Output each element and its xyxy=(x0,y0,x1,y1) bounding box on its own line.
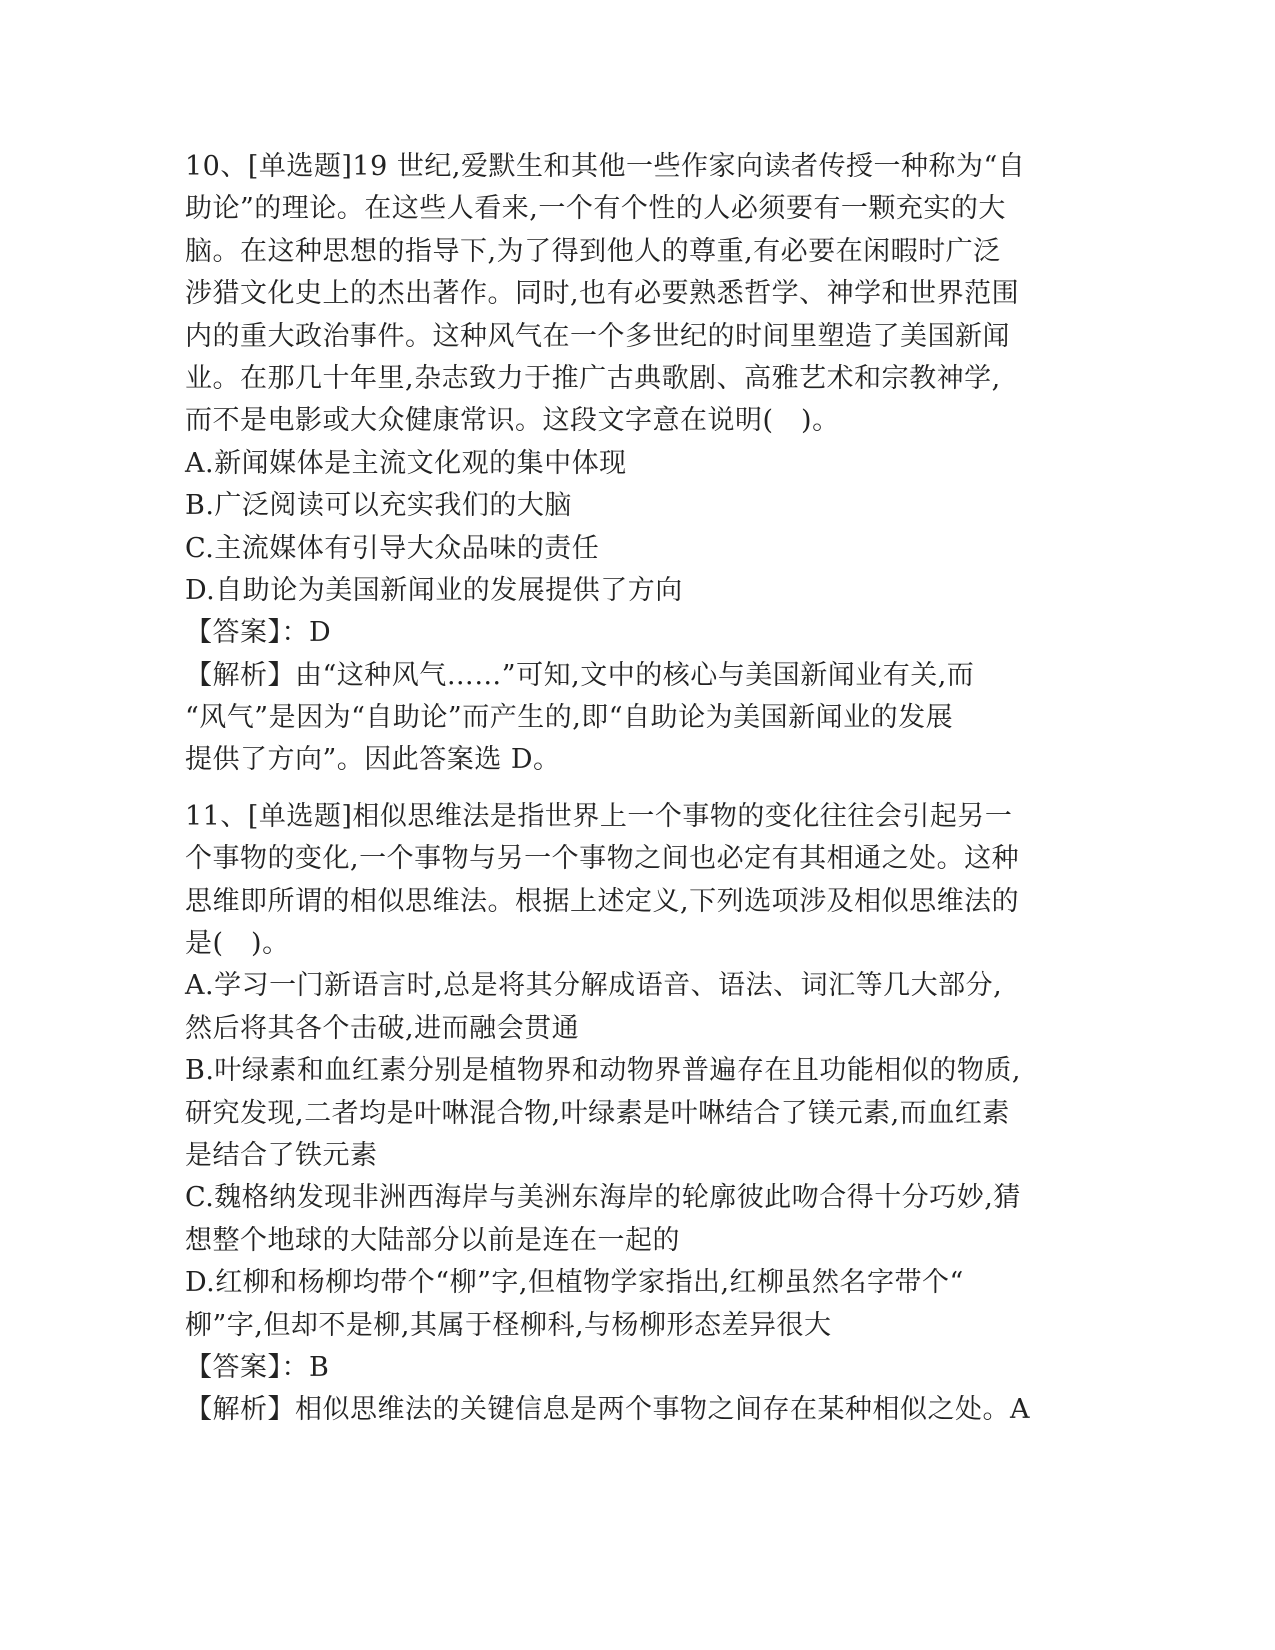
stem-line: 思维即所谓的相似思维法。根据上述定义,下列选项涉及相似思维法的 xyxy=(185,885,1020,917)
question-10-stem xyxy=(185,146,1085,443)
option-b-cont: 研究发现,二者均是叶啉混合物,叶绿素是叶啉结合了镁元素,而血红素 xyxy=(185,1097,1010,1129)
option-c: C.魏格纳发现非洲西海岸与美洲东海岸的轮廓彼此吻合得十分巧妙,猜 xyxy=(185,1182,1021,1214)
option-b: B.叶绿素和血红素分别是植物界和动物界普遍存在且功能相似的物质, xyxy=(185,1055,1022,1087)
option-d: D.自助论为美国新闻业的发展提供了方向 xyxy=(185,574,683,606)
stem-line: 10、[单选题]19 世纪,爱默生和其他一些作家向读者传授一种称为“自 xyxy=(185,151,1026,182)
question-11-answer: 【答案】：B xyxy=(185,1351,330,1383)
option-c-cont: 想整个地球的大陆部分以前是连在一起的 xyxy=(185,1224,680,1256)
question-11-analysis xyxy=(185,1389,1085,1431)
stem-line: 助论”的理论。在这些人看来,一个有个性的人必须要有一颗充实的大 xyxy=(185,193,1006,225)
question-11 xyxy=(185,796,1085,1432)
question-10 xyxy=(185,146,1085,782)
document-page xyxy=(185,146,1085,1432)
question-10-options xyxy=(185,443,1085,613)
analysis-line: 【解析】相似思维法的关键信息是两个事物之间存在某种相似之处。A xyxy=(185,1394,1030,1426)
option-c: C.主流媒体有引导大众品味的责任 xyxy=(185,532,600,564)
option-a-cont: 然后将其各个击破,进而融会贯通 xyxy=(185,1012,580,1044)
analysis-line: 提供了方向”。因此答案选 D。 xyxy=(185,744,561,776)
stem-line: 而不是电影或大众健康常识。这段文字意在说明( )。 xyxy=(185,405,840,437)
option-a: A.新闻媒体是主流文化观的集中体现 xyxy=(185,447,627,479)
option-b: B.广泛阅读可以充实我们的大脑 xyxy=(185,490,572,522)
stem-line: 涉猎文化史上的杰出著作。同时,也有必要熟悉哲学、神学和世界范围 xyxy=(185,278,1020,310)
question-11-stem xyxy=(185,796,1085,966)
option-d: D.红柳和杨柳均带个“柳”字,但植物学家指出,红柳虽然名字带个“ xyxy=(185,1267,964,1299)
question-10-answer: 【答案】：D xyxy=(185,617,332,649)
option-d-cont: 柳”字,但却不是柳,其属于柽柳科,与杨柳形态差异很大 xyxy=(185,1309,832,1341)
question-11-options xyxy=(185,965,1085,1347)
stem-line: 业。在那几十年里,杂志致力于推广古典歌剧、高雅艺术和宗教神学, xyxy=(185,362,1001,394)
option-a: A.学习一门新语言时,总是将其分解成语音、语法、词汇等几大部分, xyxy=(185,970,1003,1002)
analysis-line: “风气”是因为“自助论”而产生的,即“自助论为美国新闻业的发展 xyxy=(185,702,954,734)
stem-line: 内的重大政治事件。这种风气在一个多世纪的时间里塑造了美国新闻 xyxy=(185,320,1010,352)
question-spacer xyxy=(185,782,1085,796)
stem-line: 11、[单选题]相似思维法是指世界上一个事物的变化往往会引起另一 xyxy=(185,800,1013,832)
question-10-analysis xyxy=(185,655,1085,782)
option-b-cont: 是结合了铁元素 xyxy=(185,1139,378,1171)
stem-line: 是( )。 xyxy=(185,928,290,960)
analysis-line: 【解析】由“这种风气……”可知,文中的核心与美国新闻业有关,而 xyxy=(185,659,975,691)
stem-line: 个事物的变化,一个事物与另一个事物之间也必定有其相通之处。这种 xyxy=(185,843,1020,875)
stem-line: 脑。在这种思想的指导下,为了得到他人的尊重,有必要在闲暇时广泛 xyxy=(185,235,1001,267)
